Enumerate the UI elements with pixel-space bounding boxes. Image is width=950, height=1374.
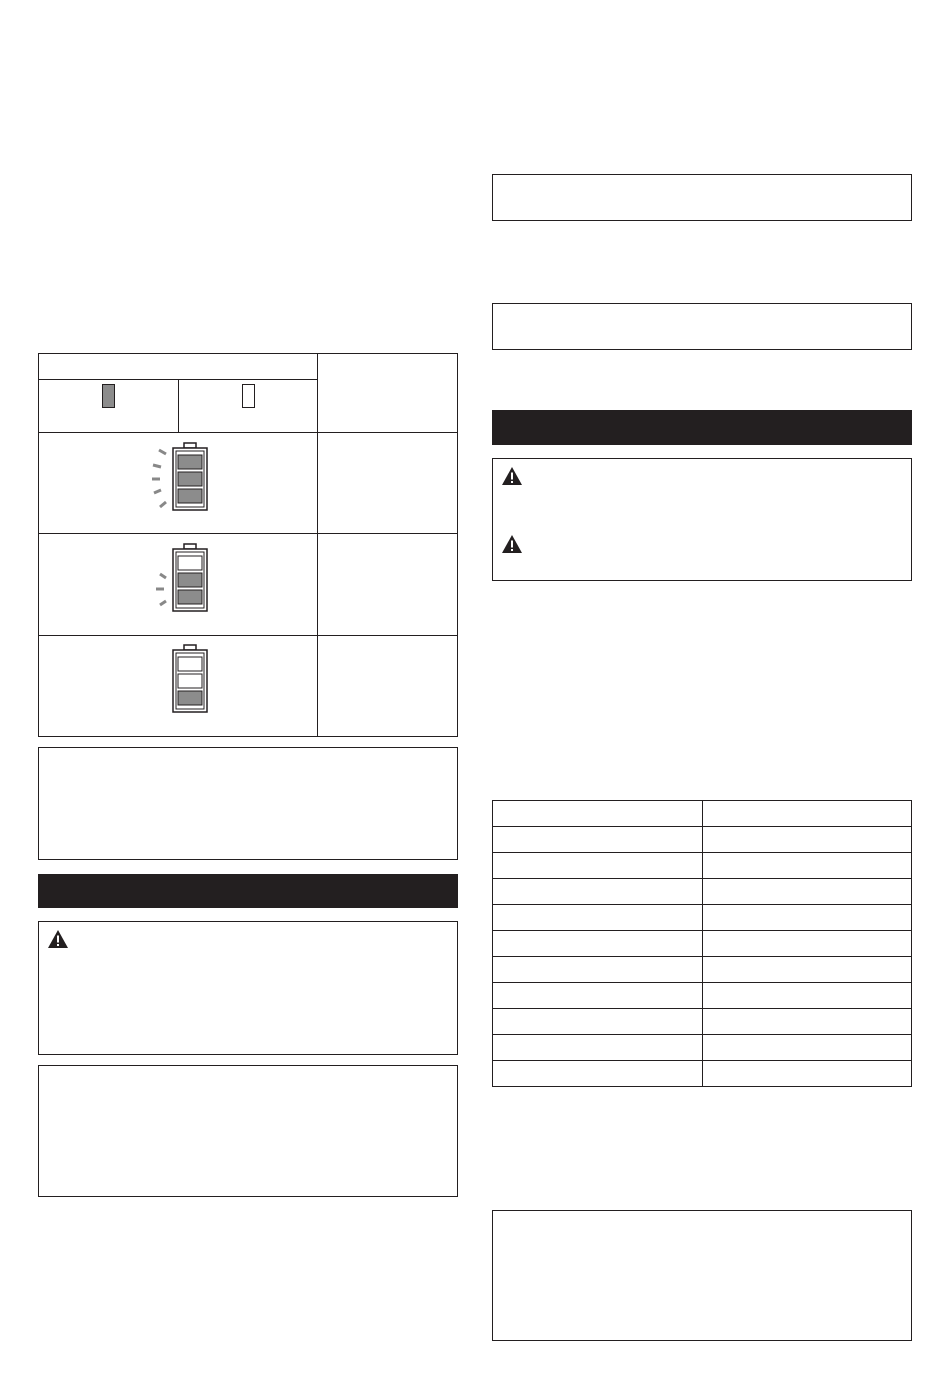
spec-table-row-line xyxy=(492,956,912,957)
warning-triangle-icon xyxy=(501,534,523,554)
note-box xyxy=(492,1210,912,1341)
spec-table-row-line xyxy=(492,826,912,827)
off-lamp-icon xyxy=(242,384,255,408)
indicator-table-col-divider xyxy=(317,353,318,737)
section-header-bar xyxy=(492,410,912,445)
lit-lamp-icon xyxy=(102,384,115,408)
caution-box xyxy=(38,921,458,1055)
indicator-table-row-line xyxy=(38,635,458,636)
indicator-table-row-line xyxy=(38,533,458,534)
battery-two-lit-blinking-icon xyxy=(148,542,210,614)
note-box xyxy=(38,747,458,860)
spec-table-row-line xyxy=(492,1034,912,1035)
spec-table-col-divider xyxy=(702,800,703,1087)
spec-table-row-line xyxy=(492,982,912,983)
caution-box xyxy=(492,458,912,581)
indicator-table-header-sub-divider xyxy=(178,379,179,432)
indicator-table-frame xyxy=(38,353,458,737)
note-box xyxy=(492,303,912,350)
indicator-table-row-line xyxy=(38,432,458,433)
warning-triangle-icon xyxy=(501,466,523,486)
spec-table-row-line xyxy=(492,930,912,931)
spec-table-row-line xyxy=(492,1060,912,1061)
spec-table-row-line xyxy=(492,904,912,905)
spec-table-row-line xyxy=(492,1008,912,1009)
battery-one-lit-icon xyxy=(148,643,210,715)
note-box xyxy=(492,174,912,221)
spec-table-row-line xyxy=(492,852,912,853)
spec-table-row-line xyxy=(492,878,912,879)
section-header-bar xyxy=(38,874,458,908)
battery-three-lit-blinking-icon xyxy=(148,441,210,513)
warning-triangle-icon xyxy=(47,929,69,949)
note-box xyxy=(38,1065,458,1197)
